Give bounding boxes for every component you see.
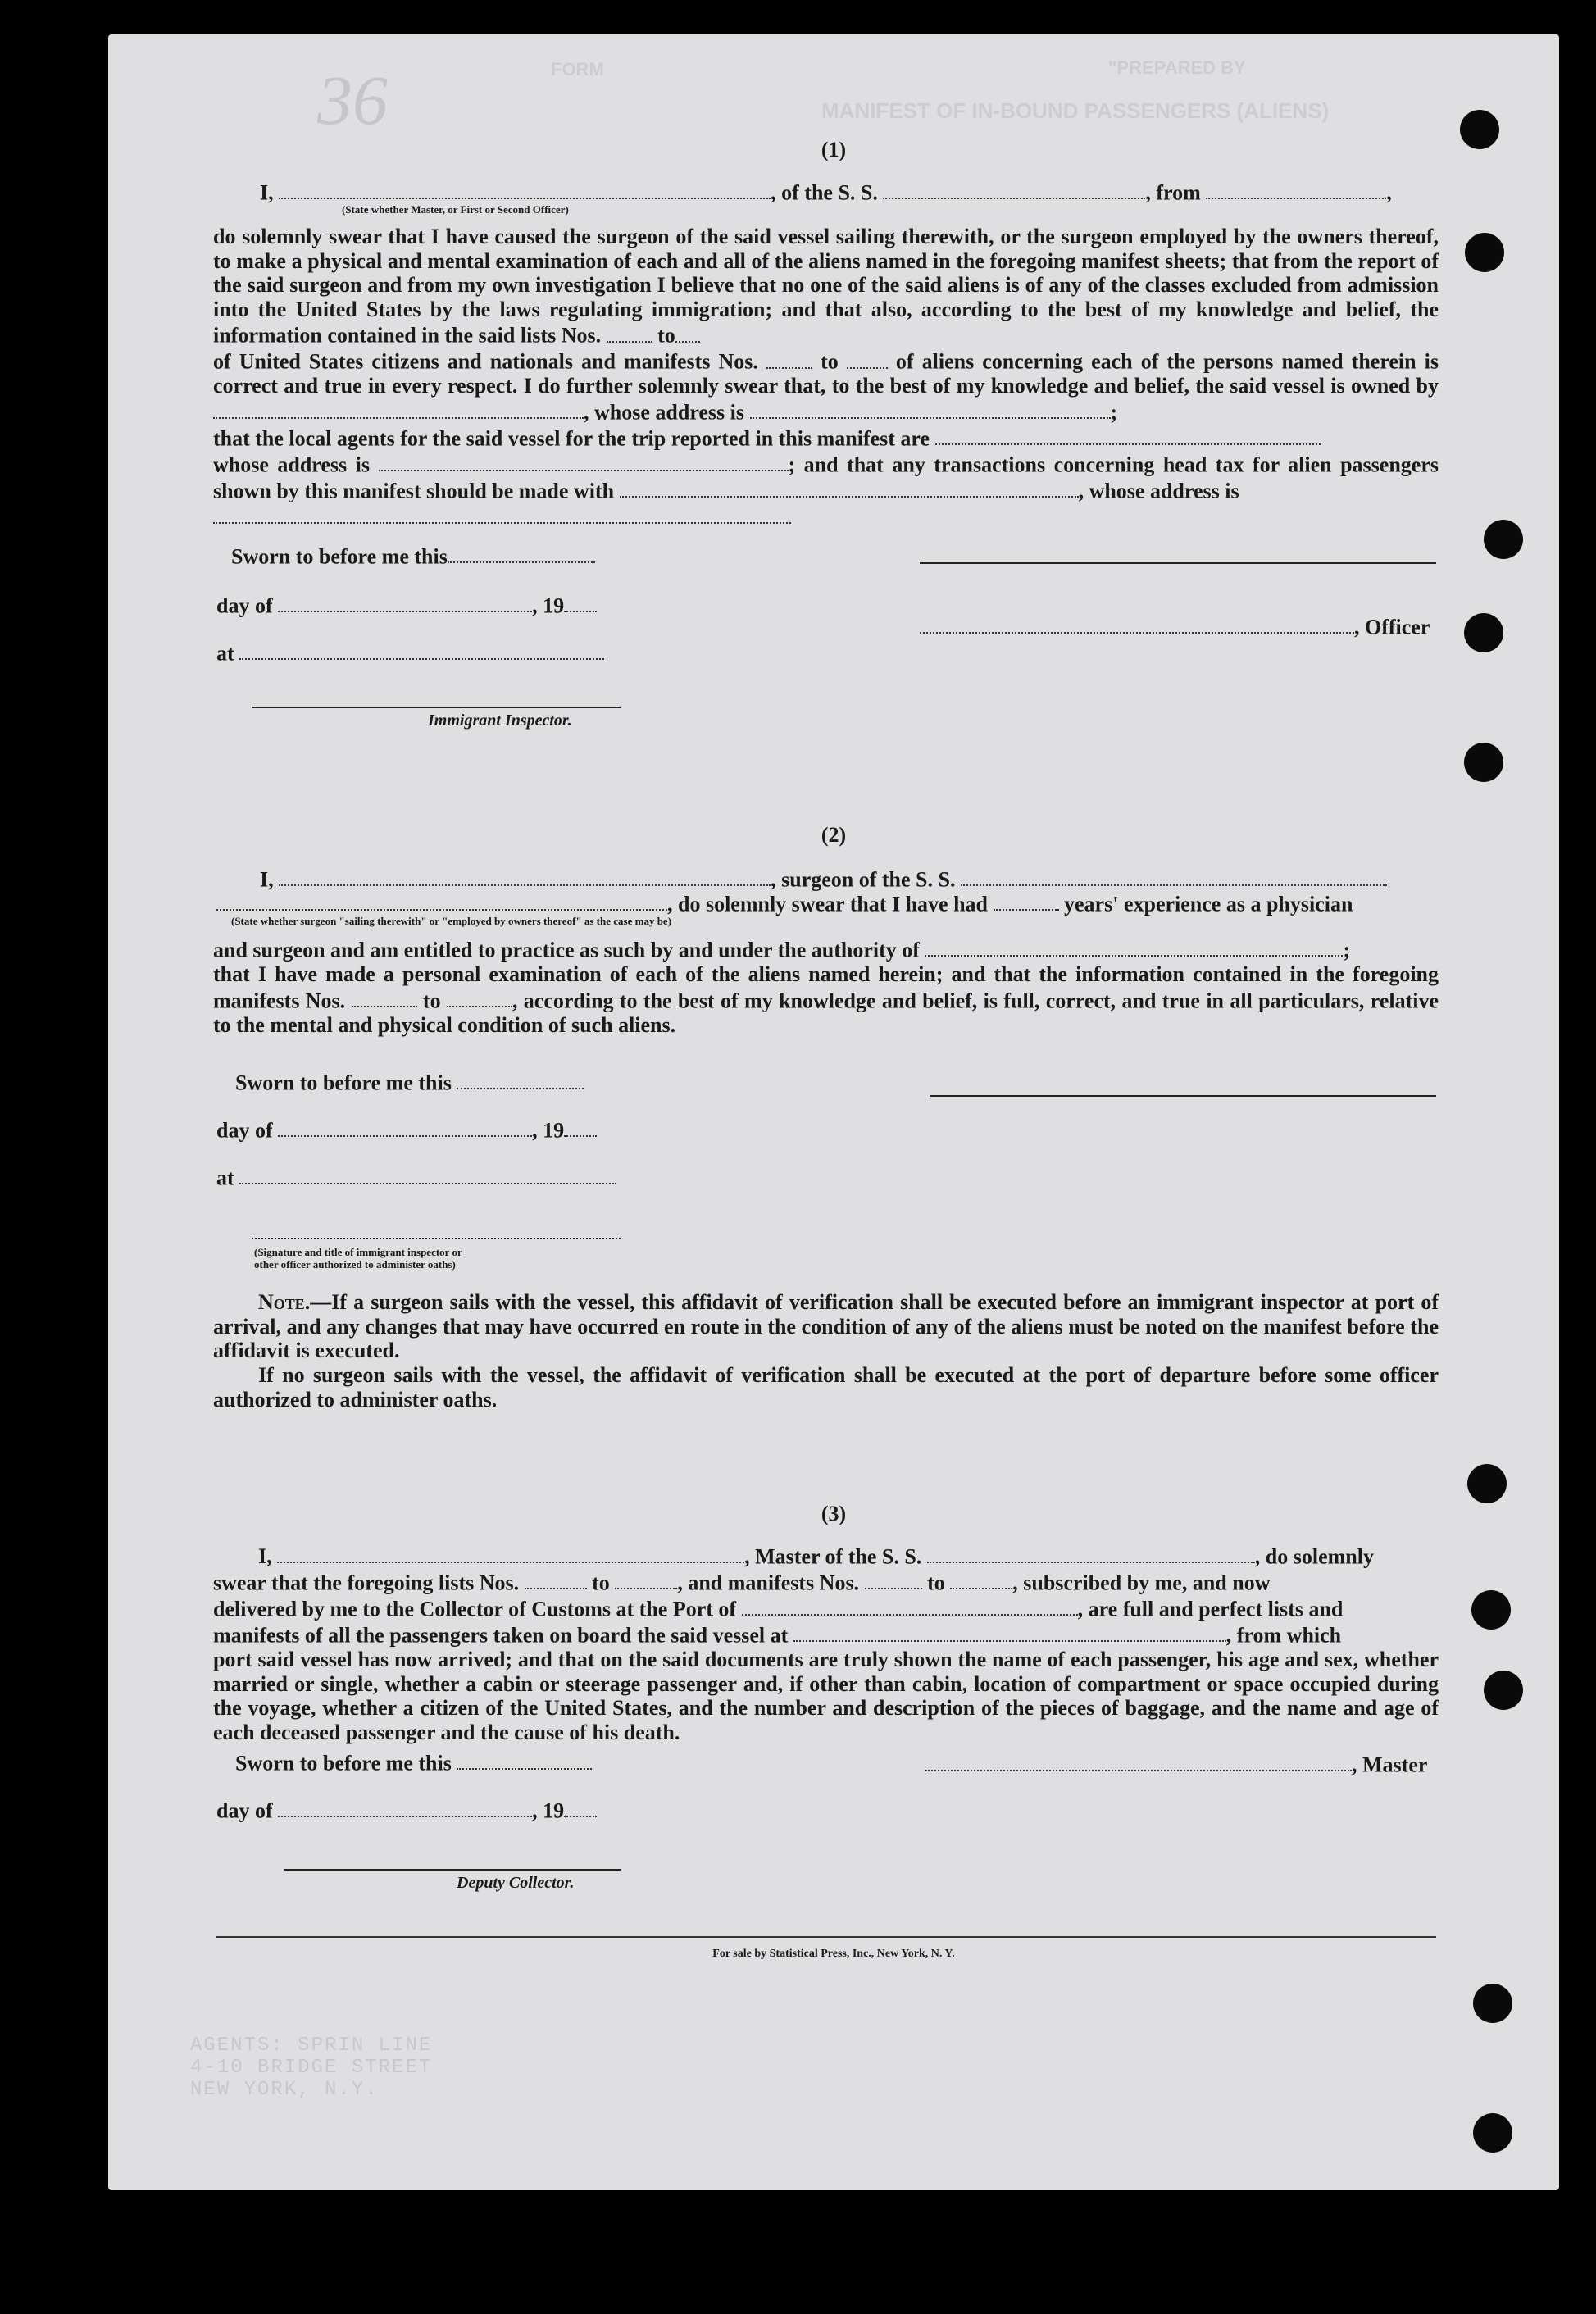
inspector-signature-line[interactable] [252,707,621,708]
officer-line: , Officer [920,613,1430,639]
year-field-2[interactable] [564,1116,597,1137]
officer-title-field[interactable] [920,613,1354,634]
deputy-signature-line[interactable] [284,1869,621,1871]
day-field-2[interactable] [278,1116,532,1137]
immigrant-inspector-label: Immigrant Inspector. [428,711,572,730]
master-signature-field[interactable] [925,1751,1352,1771]
footer-rule [216,1936,1436,1938]
signature-hint: (Signature and title of immigrant inspector or other officer authorized to administer oaths) [254,1246,462,1271]
years-field[interactable] [994,890,1059,911]
section-1-day: day of , 19 [216,592,597,618]
deputy-collector-label: Deputy Collector. [457,1874,575,1892]
binder-hole [1471,1590,1511,1630]
at-field[interactable] [239,639,604,660]
footer-text: For sale by Statistical Press, Inc., New York, N. Y. [712,1948,955,1960]
section-3-number: (3) [821,1502,847,1525]
section-2-line-2: , do solemnly swear that I have had years' experience as a physician [216,890,1353,916]
sworn-date-field[interactable] [448,543,595,563]
ship-name-field[interactable] [883,179,1145,199]
binder-hole [1465,233,1504,272]
section-2-number: (2) [821,823,847,847]
section-1-line-1: I, , of the S. S. , from , [260,179,1392,205]
surgeon-signature-line[interactable] [930,1095,1436,1097]
section-2-sworn: Sworn to before me this [235,1069,584,1095]
sworn-date-field-2[interactable] [457,1069,584,1089]
section-1-at: at [216,639,604,666]
section-1-number: (1) [821,138,847,161]
ghost-prepared: "PREPARED BY [1108,57,1246,78]
surgeon-hint: (State whether surgeon "sailing therewith" or "employed by owners thereof" as the case may be) [231,915,672,927]
from-port-field[interactable] [1206,179,1386,199]
binder-hole [1484,1671,1523,1710]
note-paragraph-2: If no surgeon sails with the vessel, the affidavit of verification shall be executed at the port of departure before some officer authorized to administer oaths. [213,1363,1439,1412]
binder-hole [1473,2113,1512,2153]
section-2-at: at [216,1164,616,1190]
section-1-sworn: Sworn to before me this [231,543,595,569]
note-paragraph-1: Note.—If a surgeon sails with the vessel, this affidavit of verification shall be executed before an immigrant inspector at port of arrival, and any changes that may have occurred en route in the condition of any of the aliens must be noted on the manifest before the affidavit is executed. [213,1290,1439,1363]
officer-name-field[interactable] [279,179,771,199]
section-2-line-1: I, , surgeon of the S. S. [260,866,1387,892]
form-page [108,34,1559,2190]
ghost-agents-stamp: AGENTS: SPRIN LINE 4-10 BRIDGE STREET NEW YORK, N.Y. [190,2034,433,2101]
year-field-3[interactable] [564,1797,597,1817]
master-line: , Master [925,1751,1427,1777]
ship-name-field-2[interactable] [961,866,1387,886]
section-2-body: and surgeon and am entitled to practice as such by and under the authority of ; that I have made a personal examination of each of the aliens named herein; and that the information contained in the foregoing manifests Nos. to , according to the best of my knowledge and belief, is full, correct, and true in all particulars, relative to the mental and physical condition of such aliens. [213,936,1439,1037]
surgeon-name-field[interactable] [279,866,771,886]
surgeon-type-field[interactable] [216,890,667,911]
binder-hole [1460,110,1499,149]
year-field[interactable] [564,592,597,612]
binder-hole [1484,520,1523,559]
section-1-body: do solemnly swear that I have caused the surgeon of the said vessel sailing therewith, or the surgeon employed by the owners thereof, to make a physical and mental examination of each and all of the aliens named in the foregoing manifest sheets; that from the report of the said surgeon and from my own investigation I believe that no one of the said aliens is of any of the classes excluded from admission into the United States by the laws regulating immigration; and that also, according to the best of my knowledge and belief, the information contained in the said lists Nos. to of United States citizens and nationals and manifests Nos. to of aliens concerning each of the persons named therein is correct and true in every respect. I do further solemnly swear that, to the best of my knowledge and belief, the said vessel is owned by , whose address is ; that the local agents for the said vessel for the trip reported in this manifest are whose address is ; and that any transactions concerning head tax for alien passengers shown by this manifest should be made with , whose address is [213,225,1439,530]
officer-signature-line[interactable] [920,562,1436,564]
ghost-title: MANIFEST OF IN-BOUND PASSENGERS (ALIENS) [821,98,1330,123]
binder-hole [1464,743,1503,782]
officer-hint: (State whether Master, or First or Second Officer) [342,203,569,216]
ghost-form: FORM [551,59,604,80]
section-2-day: day of , 19 [216,1116,597,1143]
section-3-body: I, , Master of the S. S. , do solemnly swear that the foregoing lists Nos. to , and manifests Nos. to , subscribed by me, and now delivered by me to the Collector of Customs at the Port of , are full and perfect lists and manifests of all the passengers taken on board the said vessel at , from which port said vessel has now arrived; and that on the said documents are truly shown the name of each passenger, his age and sex, whether married or single, whether a cabin or steerage passenger and, if other than cabin, location of compartment or space occupied during the voyage, whether a citizen of the United States, and the number and description of the pieces of baggage, and the name and age of each deceased passenger and the cause of his death. [213,1543,1439,1744]
sworn-date-field-3[interactable] [457,1749,592,1770]
section-3-day: day of , 19 [216,1797,597,1823]
day-field-3[interactable] [278,1797,532,1817]
inspector-signature-line-2[interactable] [252,1238,621,1239]
binder-hole [1467,1464,1507,1503]
day-field[interactable] [278,592,532,612]
section-3-sworn: Sworn to before me this [235,1749,592,1775]
at-field-2[interactable] [239,1164,616,1184]
binder-hole [1464,613,1503,652]
binder-hole [1473,1984,1512,2023]
stamp-number: 36 [317,61,388,139]
